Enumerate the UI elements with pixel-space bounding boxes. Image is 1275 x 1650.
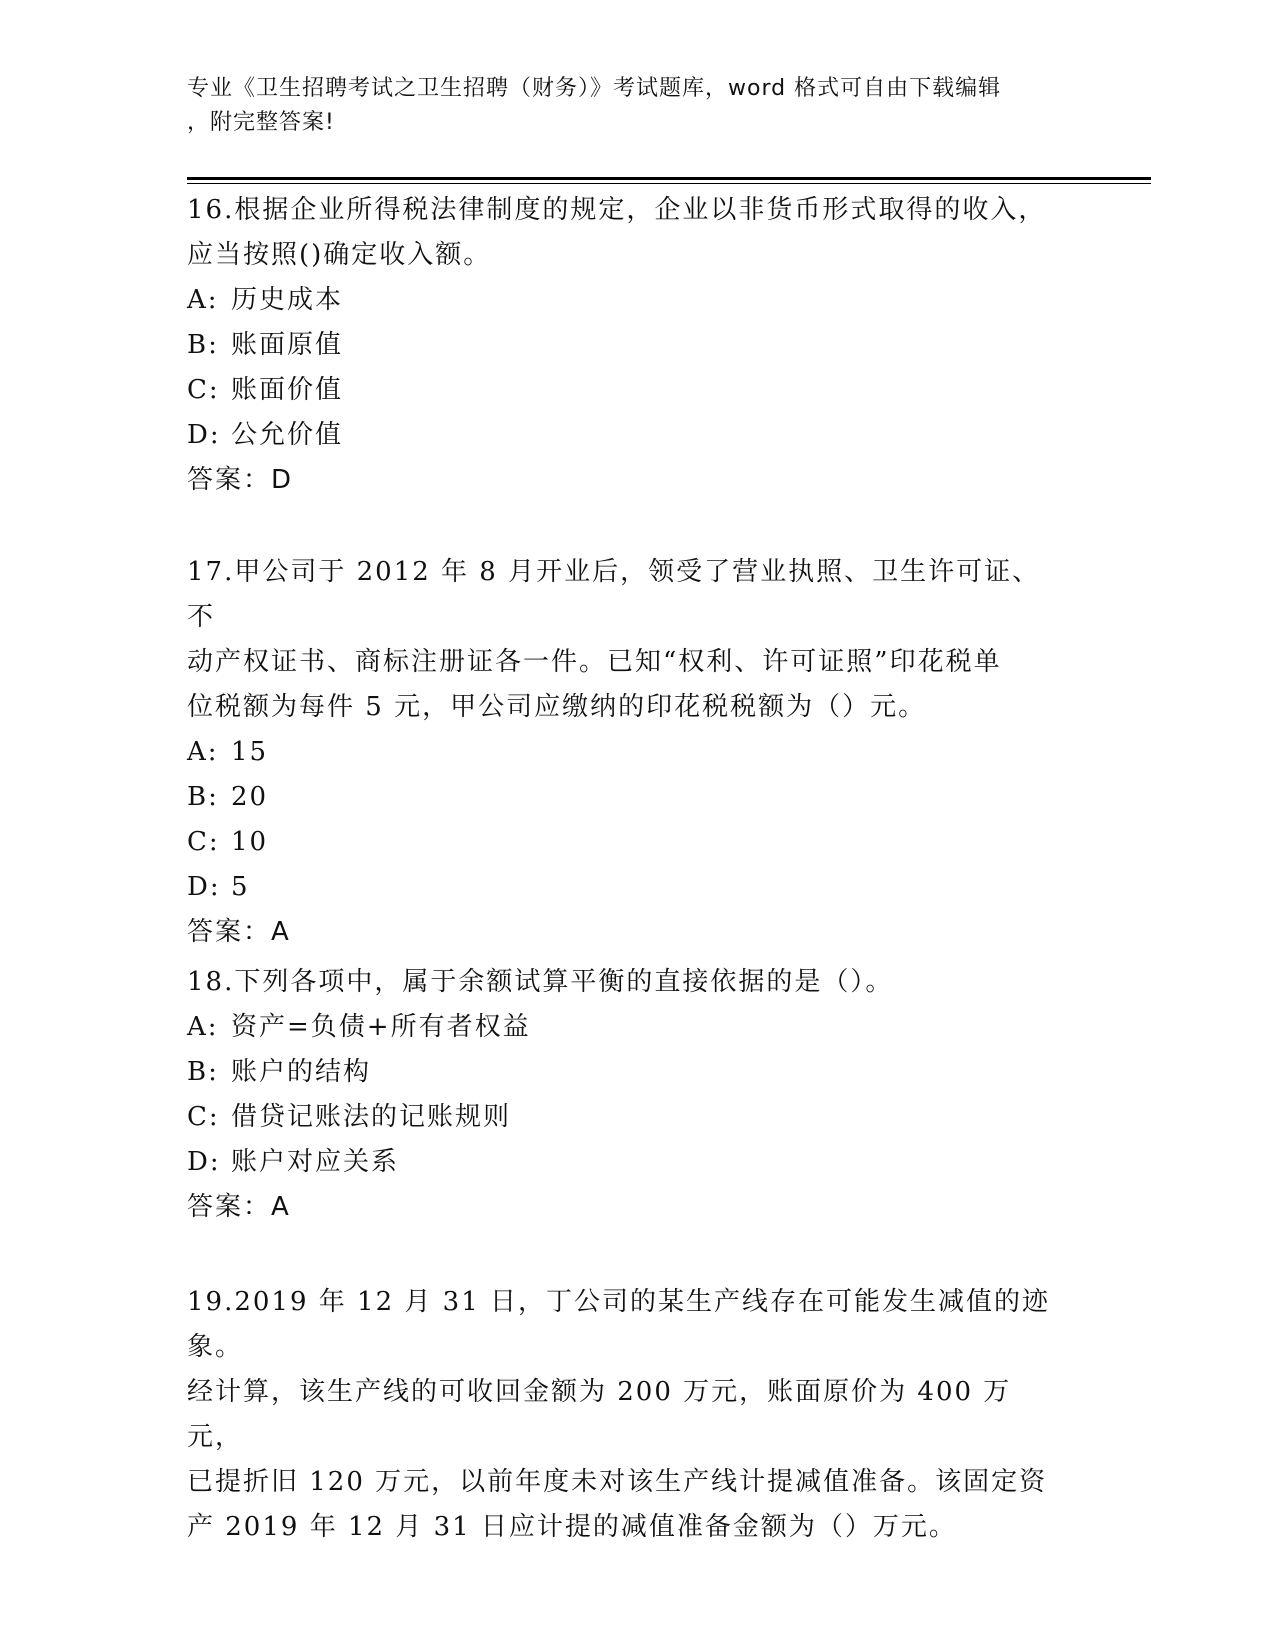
option-key: D:	[187, 420, 221, 450]
question-stem-line: 16.根据企业所得税法律制度的规定，企业以非货币形式取得的收入，	[187, 195, 1047, 225]
question-stem-line: 已提折旧 120 万元，以前年度未对该生产线计提减值准备。该固定资	[187, 1467, 1048, 1497]
option-d	[187, 413, 1067, 458]
option-key: D:	[187, 1147, 221, 1177]
option-text: 账户的结构	[231, 1057, 372, 1087]
option-text: 账户对应关系	[231, 1147, 400, 1177]
option-text: 20	[231, 782, 269, 812]
header-divider-thin	[187, 183, 1151, 184]
option-key: D:	[187, 872, 221, 902]
option-key: B:	[187, 330, 219, 360]
option-key: A:	[187, 737, 219, 767]
option-c	[187, 1095, 1067, 1140]
question-stem-line: 动产权证书、商标注册证各一件。已知“权利、许可证照”印花税单	[187, 647, 1002, 677]
question-17	[187, 550, 1067, 955]
option-text: 10	[231, 827, 269, 857]
question-stem-line: 17.甲公司于 2012 年 8 月开业后，领受了营业执照、卫生许可证、不	[187, 557, 1041, 632]
option-key: B:	[187, 782, 219, 812]
option-key: C:	[187, 375, 220, 405]
header-line-2: ，附完整答案!	[187, 110, 335, 135]
header-line-1: 专业《卫生招聘考试之卫生招聘（财务）》考试题库，word 格式可自由下载编辑	[187, 76, 1002, 101]
option-c	[187, 368, 1067, 413]
question-stem-line: 经计算，该生产线的可收回金额为 200 万元，账面原价为 400 万元，	[187, 1377, 1012, 1452]
question-16	[187, 188, 1067, 503]
answer-line: 答案：A	[187, 1192, 291, 1222]
option-a	[187, 730, 1067, 775]
document-header	[187, 72, 1067, 140]
question-stem-line: 产 2019 年 12 月 31 日应计提的减值准备金额为（）万元。	[187, 1512, 957, 1542]
option-d	[187, 1140, 1067, 1185]
option-a	[187, 1005, 1067, 1050]
answer-line: 答案：D	[187, 465, 294, 495]
option-text: 历史成本	[231, 285, 344, 315]
option-key: A:	[187, 285, 219, 315]
option-d	[187, 865, 1067, 910]
option-b	[187, 323, 1067, 368]
question-stem-line: 18.下列各项中，属于余额试算平衡的直接依据的是（）。	[187, 967, 894, 997]
option-key: C:	[187, 1102, 220, 1132]
option-key: C:	[187, 827, 220, 857]
answer-line: 答案：A	[187, 917, 291, 947]
question-stem-line: 位税额为每件 5 元，甲公司应缴纳的印花税税额为（）元。	[187, 692, 927, 722]
header-divider-thick	[187, 177, 1151, 180]
question-stem-line: 应当按照()确定收入额。	[187, 240, 492, 270]
option-text: 账面原值	[231, 330, 344, 360]
option-text: 公允价值	[231, 420, 344, 450]
option-text: 借贷记账法的记账规则	[231, 1102, 512, 1132]
question-18	[187, 960, 1067, 1230]
option-key: B:	[187, 1057, 219, 1087]
option-key: A:	[187, 1012, 219, 1042]
option-b	[187, 775, 1067, 820]
option-text: 账面价值	[231, 375, 344, 405]
option-text: 15	[231, 737, 269, 767]
option-a	[187, 278, 1067, 323]
option-b	[187, 1050, 1067, 1095]
option-c	[187, 820, 1067, 865]
option-text: 资产=负债+所有者权益	[231, 1012, 531, 1042]
question-stem-line: 19.2019 年 12 月 31 日，丁公司的某生产线存在可能发生减值的迹象。	[187, 1287, 1051, 1362]
question-19	[187, 1280, 1067, 1550]
option-text: 5	[231, 872, 250, 902]
